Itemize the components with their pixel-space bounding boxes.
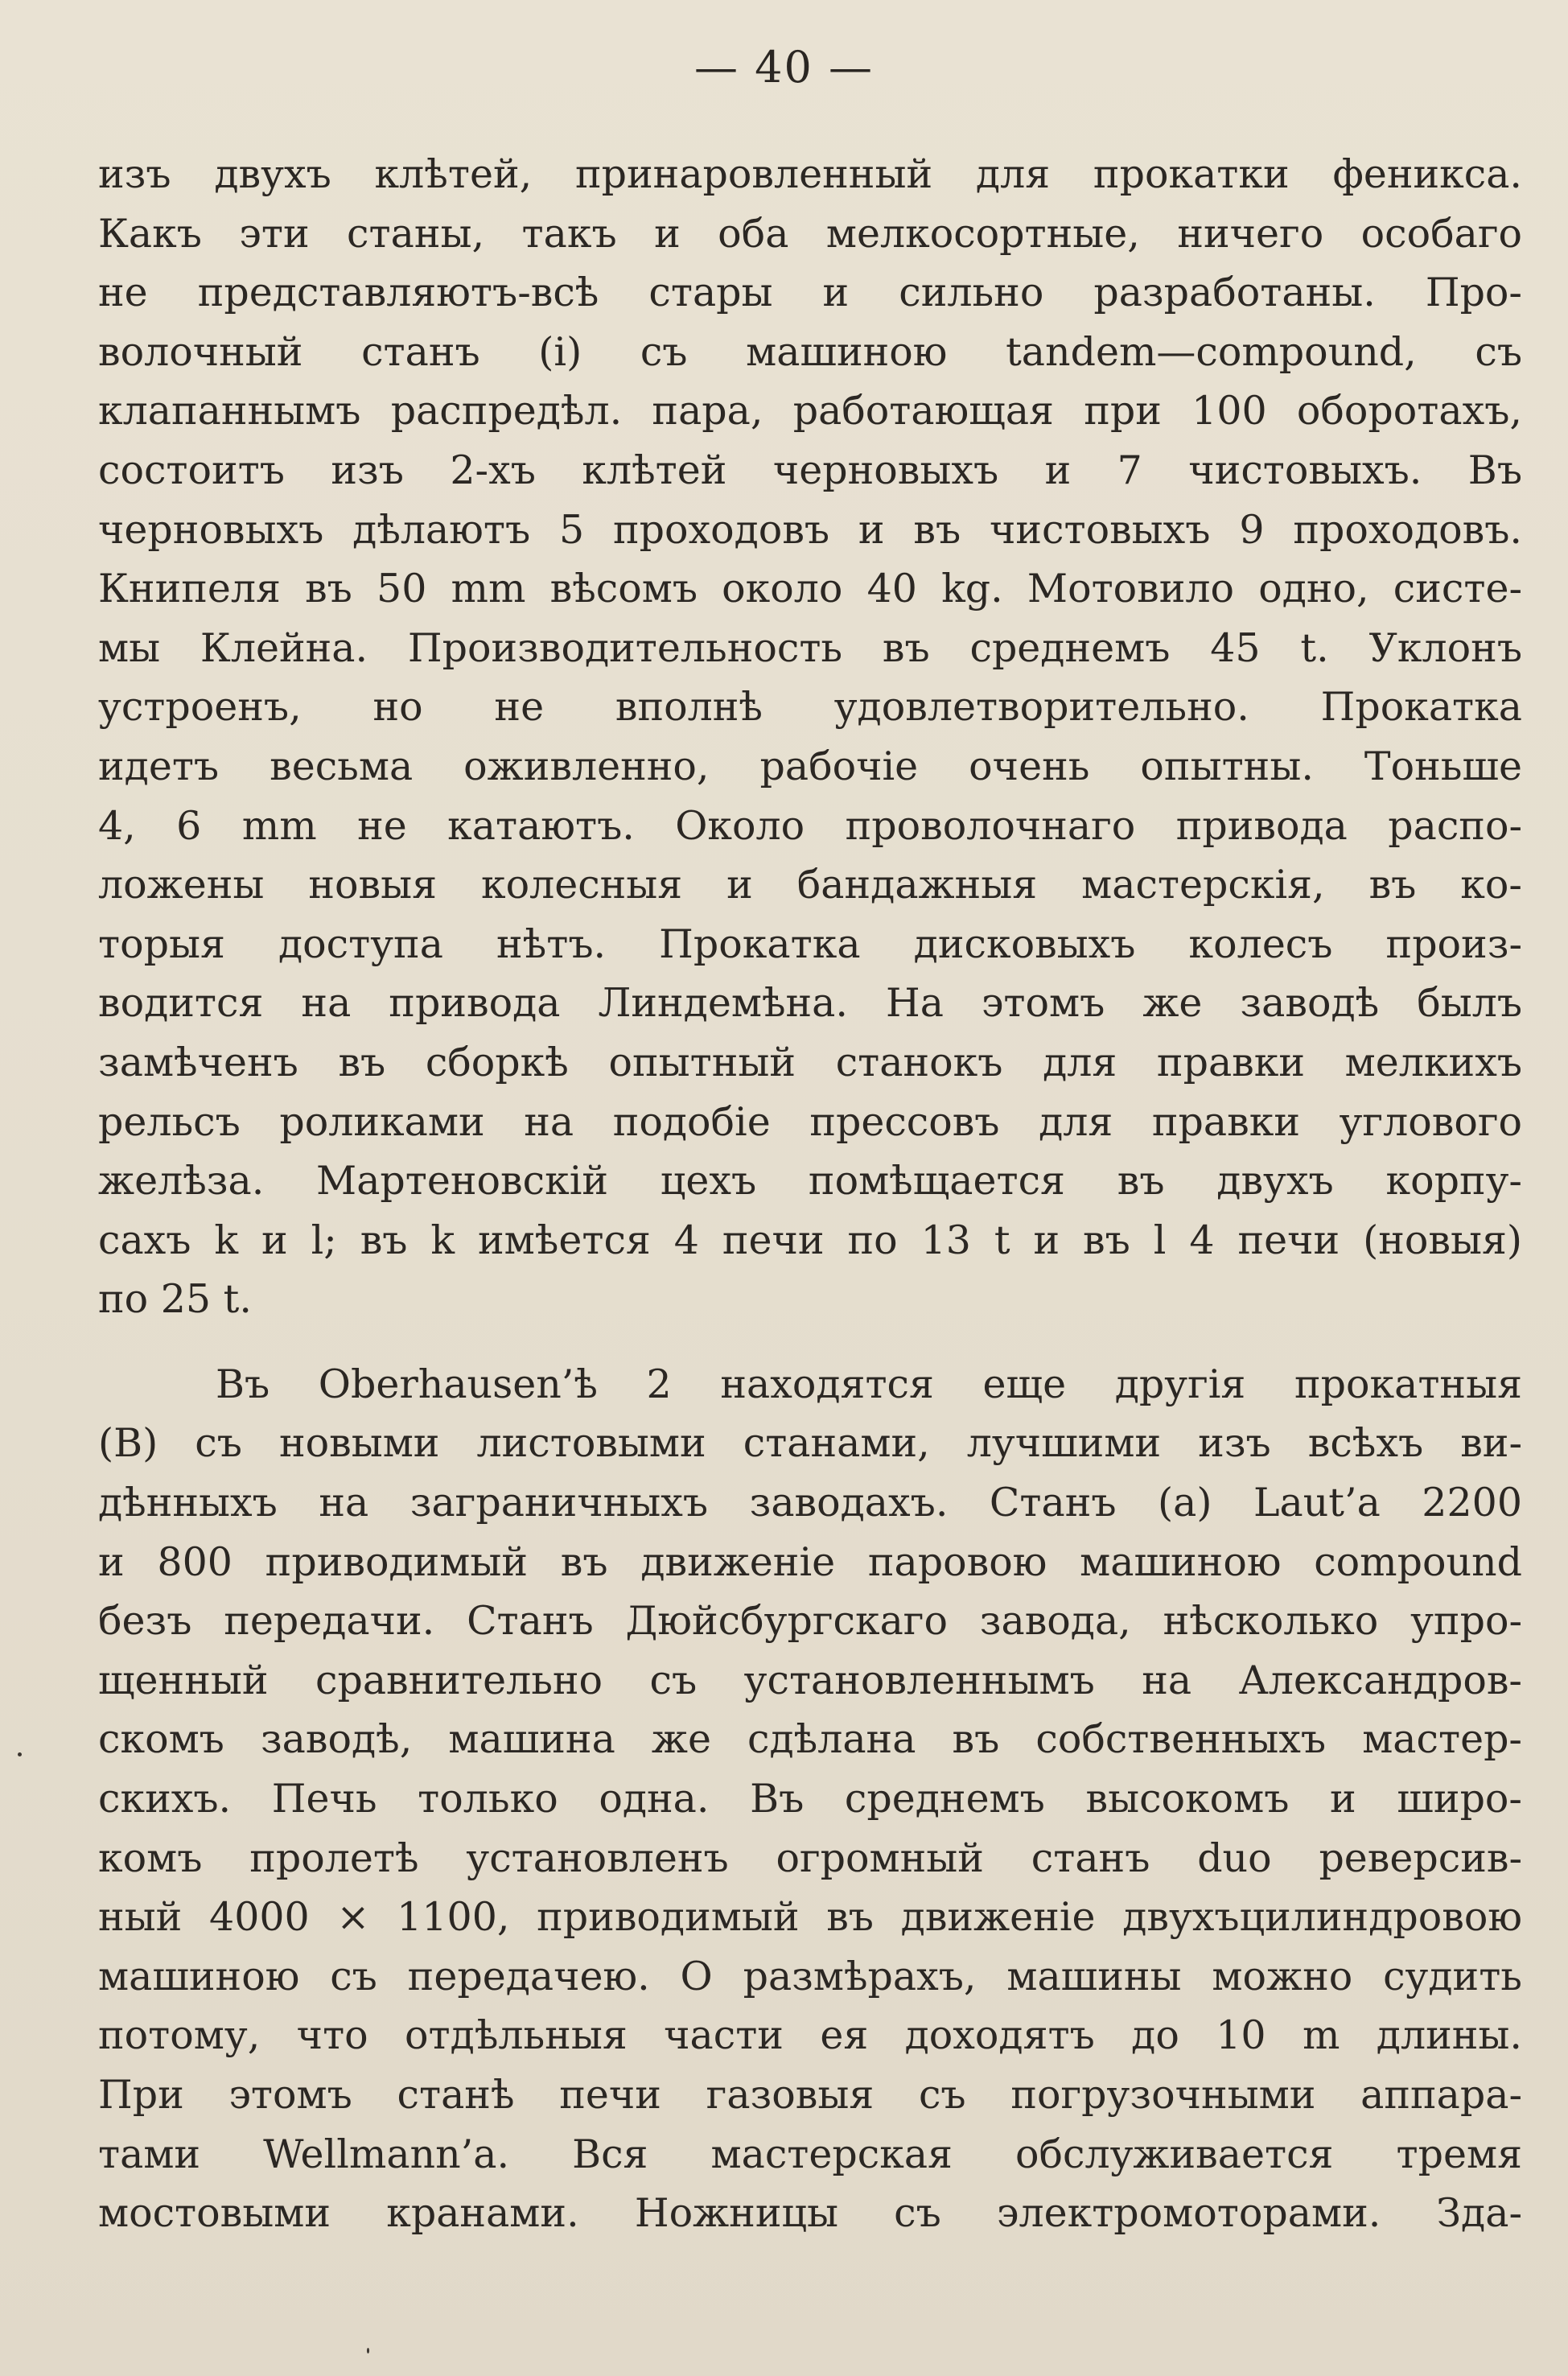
text-line: комъ пролетѣ установленъ огромный станъ duo реверсив- bbox=[98, 1835, 1522, 1881]
text-line: состоитъ изъ 2-хъ клѣтей черновыхъ и 7 чистовыхъ. Въ bbox=[98, 447, 1522, 493]
text-line: дѣнныхъ на заграничныхъ заводахъ. Станъ (a) Laut’a 2200 bbox=[98, 1480, 1522, 1526]
text-line: безъ передачи. Станъ Дюйсбургскаго завода, нѣсколько упро- bbox=[98, 1598, 1522, 1645]
paragraph-gap bbox=[98, 1329, 1522, 1355]
text-line: не представляютъ-всѣ стары и сильно разработаны. Про- bbox=[98, 270, 1522, 316]
text-line: Въ Oberhausen’ѣ 2 находятся еще другія прокатныя bbox=[216, 1361, 1522, 1407]
text-line: черновыхъ дѣлаютъ 5 проходовъ и въ чистовыхъ 9 проходовъ. bbox=[98, 506, 1522, 553]
text-line: клапаннымъ распредѣл. пара, работающая при 100 оборотахъ, bbox=[98, 388, 1522, 434]
text-line: ложены новыя колесныя и бандажныя мастерскія, въ ко- bbox=[98, 862, 1522, 908]
paragraph-2 bbox=[98, 1355, 1522, 2243]
text-line: (B) съ новыми листовыми станами, лучшими изъ всѣхъ ви- bbox=[98, 1420, 1522, 1467]
body-text bbox=[98, 145, 1522, 2243]
text-line: тами Wellmann’a. Вся мастерская обслуживается тремя bbox=[98, 2131, 1522, 2177]
text-line: машиною съ передачею. О размѣрахъ, машины можно судить bbox=[98, 1953, 1522, 1999]
page-number: — 40 — bbox=[693, 42, 875, 93]
text-line: скомъ заводѣ, машина же сдѣлана въ собственныхъ мастер- bbox=[98, 1716, 1522, 1763]
paragraph-1 bbox=[98, 145, 1522, 1329]
text-line: скихъ. Печь только одна. Въ среднемъ высокомъ и широ- bbox=[98, 1776, 1522, 1822]
text-line: ный 4000 × 1100, приводимый въ движеніе двухъцилиндровою bbox=[98, 1894, 1522, 1941]
text-line: изъ двухъ клѣтей, принаровленный для прокатки феникса. bbox=[98, 151, 1522, 197]
text-line: замѣченъ въ сборкѣ опытный станокъ для правки мелкихъ bbox=[98, 1039, 1522, 1085]
paper-speck bbox=[18, 1752, 22, 1756]
text-line: водится на привода Линдемѣна. На этомъ же заводѣ былъ bbox=[98, 980, 1522, 1027]
text-line: При этомъ станѣ печи газовыя съ погрузочными аппара- bbox=[98, 2072, 1522, 2118]
text-line: и 800 приводимый въ движеніе паровою машиною compound bbox=[98, 1538, 1522, 1585]
text-line: Книпеля въ 50 mm вѣсомъ около 40 kg. Мотовило одно, систе- bbox=[98, 566, 1522, 612]
text-line: волочный станъ (i) съ машиною tandem—compound, съ bbox=[98, 328, 1522, 375]
text-line: сахъ k и l; въ k имѣется 4 печи по 13 t и въ l 4 печи (новыя) bbox=[98, 1217, 1522, 1263]
text-line: рельсъ роликами на подобіе прессовъ для правки углового bbox=[98, 1098, 1522, 1145]
text-line: 4, 6 mm не катаютъ. Около проволочнаго привода распо- bbox=[98, 802, 1522, 849]
text-line: торыя доступа нѣтъ. Прокатка дисковыхъ колесъ произ- bbox=[98, 920, 1522, 967]
text-line: идетъ весьма оживленно, рабочіе очень опытны. Тоньше bbox=[98, 743, 1522, 789]
text-line: желѣза. Мартеновскій цехъ помѣщается въ двухъ корпу- bbox=[98, 1158, 1522, 1204]
paper-speck bbox=[367, 2348, 369, 2353]
text-line: по 25 t. bbox=[98, 1276, 252, 1323]
text-line: потому, что отдѣльныя части ея доходятъ до 10 m длины. bbox=[98, 2012, 1522, 2059]
text-line: щенный сравнительно съ установленнымъ на Александров- bbox=[98, 1657, 1522, 1703]
text-line: Какъ эти станы, такъ и оба мелкосортные, ничего особаго bbox=[98, 210, 1522, 257]
text-line: мостовыми кранами. Ножницы съ электромоторами. Зда- bbox=[98, 2190, 1522, 2237]
text-line: устроенъ, но не вполнѣ удовлетворительно. Прокатка bbox=[98, 684, 1522, 731]
text-line: мы Клейна. Производительность въ среднемъ 45 t. Уклонъ bbox=[98, 624, 1522, 671]
